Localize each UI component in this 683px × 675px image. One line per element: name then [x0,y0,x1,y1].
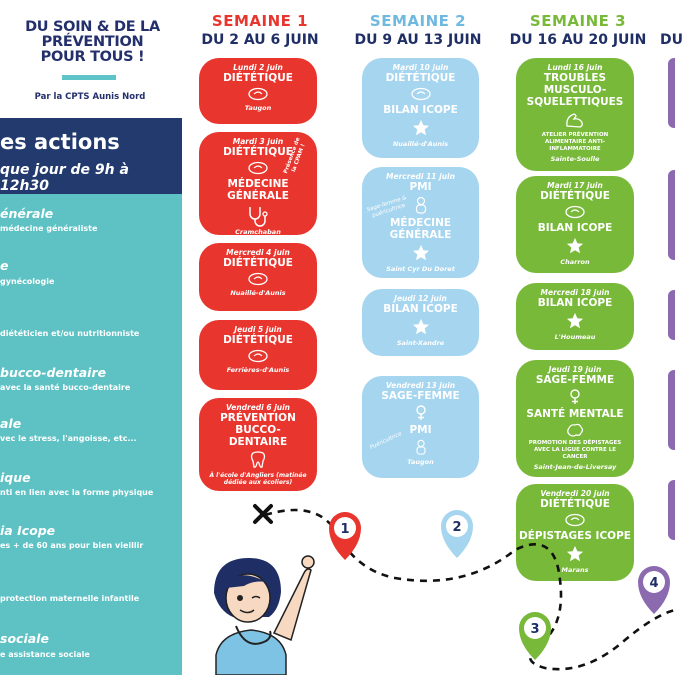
card-place: L'Houmeau [554,333,596,341]
event-card [516,176,634,273]
card-title: TROUBLES MUSCULO-SQUELETTIQUES [526,72,624,108]
list-item-title: ale [0,416,22,431]
card-place: Taugon [407,458,434,466]
list-item-desc: es + de 60 ans pour bien vieillir [0,541,144,550]
female-icon [415,405,427,421]
card-note: Puéricultrice [369,431,403,451]
doctor-illustration-icon [196,548,326,675]
event-card [362,167,479,278]
list-item-desc: gynécologie [0,277,55,286]
actions-header [0,118,182,194]
card-day: Mercredi 18 juin [540,288,610,297]
event-card [516,58,634,171]
card-title-2: MÉDECINE GÉNÉRALE [389,217,452,241]
card-title-2: MÉDECINE GÉNÉRALE [227,178,289,202]
star-icon [412,119,430,137]
week-4-card-edge [668,58,675,128]
card-place: Cramchaban [235,228,281,236]
card-day: Mardi 10 juin [392,63,449,72]
logo-subtitle: Par la CPTS Aunis Nord [34,92,146,102]
card-day: Mardi 17 juin [547,181,603,190]
card-day: Jeudi 5 juin [234,325,282,334]
card-title: BILAN ICOPE [383,303,458,315]
event-card [516,360,634,477]
card-place: Nuaillé-d'Aunis [230,289,286,297]
logo-underline [62,75,116,80]
event-card [199,132,317,235]
actions-subtitle: que jour de 9h à 12h30 [0,162,129,194]
card-note: Sage-femme & puéricultrice [366,194,408,220]
plate-icon [247,349,269,363]
card-title: SAGE-FEMME [381,390,460,402]
card-title: DIÉTÉTIQUE [223,257,293,269]
card-place: Saint-Jean-de-Liversay [533,463,617,471]
card-title: PMI [409,181,432,193]
event-card [362,289,479,356]
card-title: DIÉTÉTIQUE [223,146,293,158]
marker-label: 3 [530,622,540,637]
star-icon [566,312,584,330]
list-item-title: ique [0,470,31,485]
event-card [199,58,317,124]
card-title: DIÉTÉTIQUE [223,334,293,346]
card-title: DIÉTÉTIQUE [540,498,610,510]
card-place: Sainte-Soulle [550,155,600,163]
week-4-card-edge [668,170,675,260]
list-item-desc: avec la santé bucco-dentaire [0,383,131,392]
event-card [199,320,317,390]
plate-icon [410,87,432,101]
week-3-header [503,12,653,48]
plate-icon [564,205,586,219]
card-day: Lundi 16 juin [547,63,603,72]
card-title-2: DÉPISTAGES ICOPE [519,530,631,542]
female-icon [569,389,581,405]
marker-label: 2 [452,520,462,535]
card-title: DIÉTÉTIQUE [385,72,456,84]
plate-icon [247,87,269,101]
card-day: Lundi 2 juin [233,63,283,72]
event-card [199,398,317,491]
card-day: Mercredi 11 juin [386,172,455,181]
stethoscope-icon [245,205,271,225]
plate-icon [247,272,269,286]
card-title: PRÉVENTION BUCCO-DENTAIRE [220,412,296,448]
card-place: Marans [561,566,589,574]
map-marker-1 [329,512,361,560]
week-2-header [343,12,493,48]
actions-list [0,194,182,675]
star-icon [412,318,430,336]
card-day: Vendredi 13 juin [385,381,456,390]
week-3-dates: DU 16 AU 20 JUIN [509,32,647,48]
week-4-card-edge [668,370,675,450]
plate-icon [247,161,269,175]
card-title-2: BILAN ICOPE [537,222,613,234]
baby-icon [414,439,428,455]
card-place: Saint Cyr Du Doret [386,265,455,273]
list-item-desc: vec le stress, l'angoisse, etc... [0,434,137,443]
card-day: Jeudi 19 juin [548,365,602,374]
card-day: Jeudi 12 juin [394,294,447,303]
list-item-title: ia Icope [0,523,56,538]
list-item-desc: e assistance sociale [0,650,90,659]
map-marker-4 [638,566,670,614]
card-title-2: BILAN ICOPE [383,104,458,116]
week-1-dates: DU 2 AU 6 JUIN [201,32,319,48]
map-marker-3 [519,612,551,660]
card-day: Vendredi 20 juin [540,489,610,498]
card-title: BILAN ICOPE [537,297,613,309]
brain-icon [566,423,584,437]
event-card [199,243,317,311]
week-4-card-edge [668,290,675,340]
card-title: DIÉTÉTIQUE [223,72,293,84]
week-1-label: SEMAINE 1 [211,12,309,30]
card-place: Taugon [244,104,272,112]
card-place: Nuaillé-d'Aunis [392,140,449,148]
card-place: À l'école d'Angliers (matinée dédiée aux écoliers) [209,472,307,486]
week-3-label: SEMAINE 3 [529,12,627,30]
actions-title: es actions [0,130,120,154]
logo-title: DU SOIN & DE LA PRÉVENTION POUR TOUS ! [25,19,160,65]
event-card [362,376,479,478]
list-item-title: sociale [0,631,49,646]
event-card [516,283,634,350]
muscle-arm-icon [564,111,586,129]
card-title-2: SANTÉ MENTALE [526,408,624,420]
card-day: Mercredi 4 juin [226,248,290,257]
card-place: Saint-Xandre [396,339,445,347]
card-title-2: PMI [409,424,432,436]
marker-label: 4 [649,576,659,591]
list-item-desc: médecine généraliste [0,224,98,233]
week-1-header [185,12,335,48]
list-item-title: bucco-dentaire [0,365,107,380]
week-4-dates: DU [660,32,683,48]
star-icon [566,237,584,255]
list-item-desc: protection maternelle infantile [0,594,140,603]
card-note: PROMOTION DES DÉPISTAGES AVEC LA LIGUE CONTRE LE CANCER [528,440,622,460]
event-card [362,58,479,158]
card-place: Charron [560,258,590,266]
card-day: Vendredi 6 juin [225,403,291,412]
tooth-icon [250,451,266,469]
list-item-title: e [0,258,9,273]
card-title: DIÉTÉTIQUE [540,190,610,202]
card-note: Présence de la CPAM ! [282,136,307,175]
week-2-dates: DU 9 AU 13 JUIN [354,32,482,48]
list-item-desc: diététicien et/ou nutritionniste [0,329,140,338]
map-marker-2 [441,510,473,558]
week-2-label: SEMAINE 2 [369,12,467,30]
marker-label: 1 [340,522,350,537]
star-icon [412,244,430,262]
card-place: Ferrières-d'Aunis [226,366,290,374]
card-note: ATELIER PRÉVENTION ALIMENTAIRE ANTI-INFLAMMATOIRE [541,132,609,152]
card-title: SAGE-FEMME [535,374,615,386]
card-day: Mardi 3 juin [232,137,284,146]
baby-icon [414,196,428,214]
list-item-title: énérale [0,206,54,221]
list-item-desc: nti en lien avec la forme physique [0,488,154,497]
